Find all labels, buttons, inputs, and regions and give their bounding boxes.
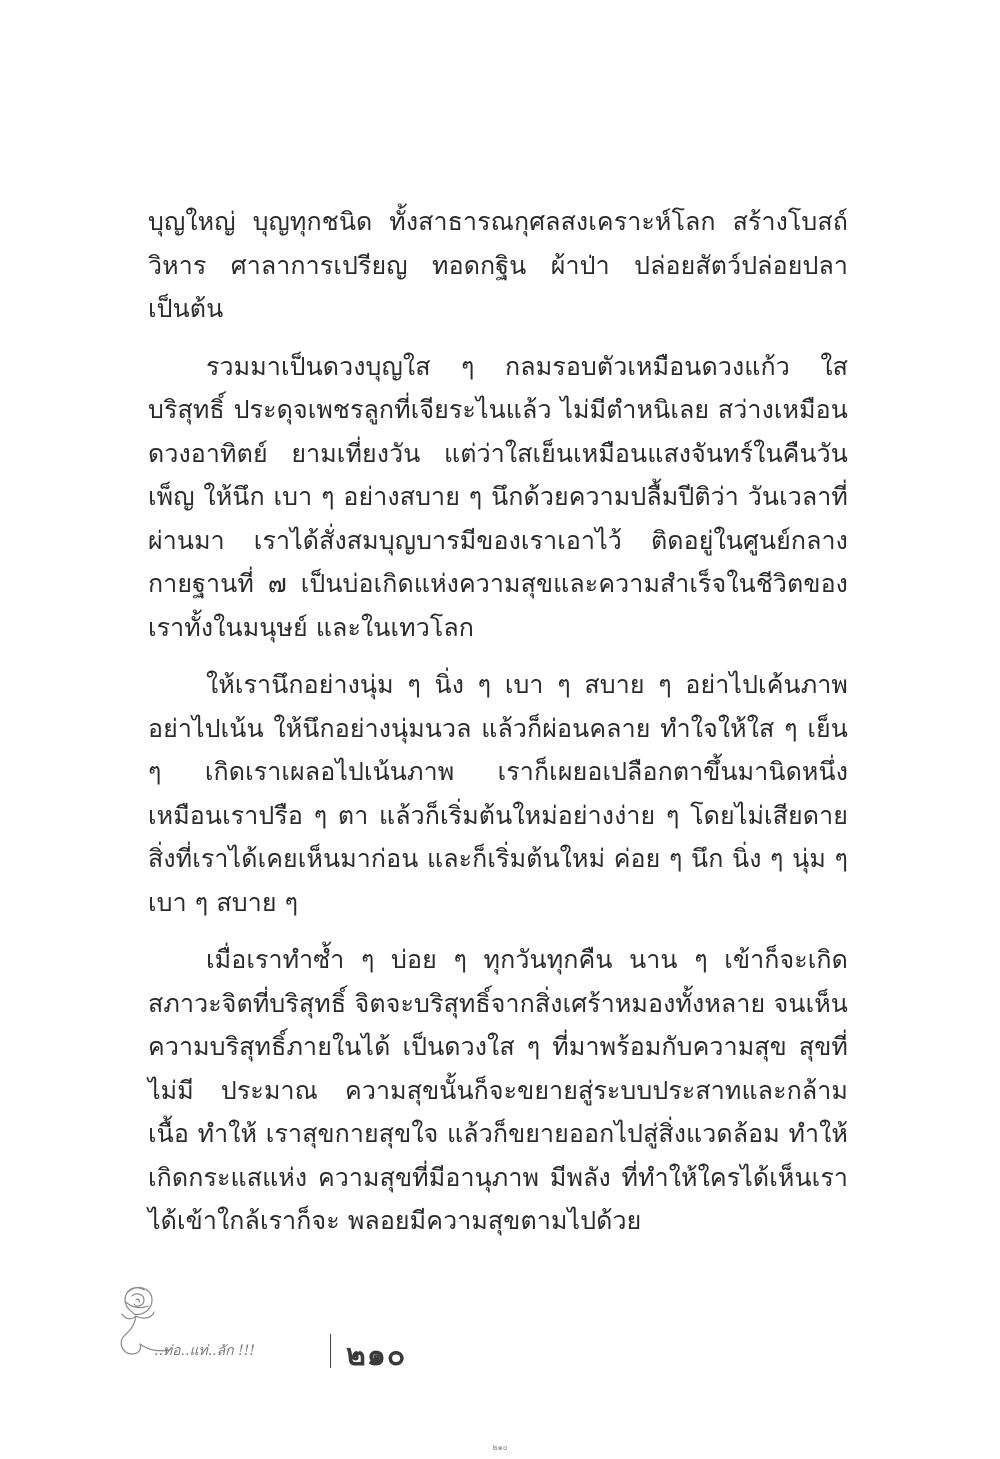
paragraph-1: บุญใหญ่ บุญทุกชนิด ทั้งสาธารณกุศลสงเคราะห์โลก สร้างโบสถ์ วิหาร ศาลาการเปรียญ ทอดกฐิน ผ้าป่า ปล่อยสัตว์ปล่อยปลา เป็นต้น: [148, 207, 848, 323]
page-number: ๒๑๐: [346, 1338, 407, 1373]
paragraph-4: เมื่อเราทำซ้ำ ๆ บ่อย ๆ ทุกวันทุกคืน นาน ๆ เข้าก็จะเกิด สภาวะจิตที่บริสุทธิ์ จิตจะบริสุทธิ์จากสิ่งเศร้าหมองทั้งหลาย จนเห็น ความบริสุทธิ์ภายในได้ เป็นดวงใส ๆ ที่มาพร้อมกับความสุข สุขที่ไม่มี ประมาณ ความสุขนั้นก็จะขยายสู่ระบบประสาทและกล้ามเนื้อ ทำให้ เราสุขกายสุขใจ แล้วก็ขยายออกไปสู่สิ่งแวดล้อม ทำให้เกิดกระแสแห่ง ความสุขที่มีอานุภาพ มีพลัง ที่ทำให้ใครได้เห็นเรา ได้เข้าใกล้เราก็จะ พลอยมีความสุขตามไปด้วย: [148, 945, 848, 1235]
paragraph-2: รวมมาเป็นดวงบุญใส ๆ กลมรอบตัวเหมือนดวงแก้ว ใสบริสุทธิ์ ประดุจเพชรลูกที่เจียระไนแล้ว ไม่มีตำหนิเลย สว่างเหมือนดวงอาทิตย์ ยามเที่ยงวัน แต่ว่าใสเย็นเหมือนแสงจันทร์ในคืนวันเพ็ญ ให้นึก เบา ๆ อย่างสบาย ๆ นึกด้วยความปลื้มปีติว่า วันเวลาที่ผ่านมา เราได้สั่งสมบุญบารมีของเราเอาไว้ ติดอยู่ในศูนย์กลางกายฐานที่ ๗ เป็นบ่อเกิดแห่งความสุขและความสำเร็จในชีวิตของเราทั้งในมนุษย์ และในเทวโลก: [148, 351, 848, 642]
paragraph-3: ให้เรานึกอย่างนุ่ม ๆ นิ่ง ๆ เบา ๆ สบาย ๆ อย่าไปเค้นภาพ อย่าไปเน้น ให้นึกอย่างนุ่มนวล แล้วก็ผ่อนคลาย ทำใจให้ใส ๆ เย็น ๆ เกิดเราเผลอไปเน้นภาพ เราก็เผยอเปลือกตาขึ้นมานิดหนึ่ง เหมือนเราปรือ ๆ ตา แล้วก็เริ่มต้นใหม่อย่างง่าย ๆ โดยไม่เสียดาย สิ่งที่เราได้เคยเห็นมาก่อน และก็เริ่มต้นใหม่ ค่อย ๆ นึก นิ่ง ๆ นุ่ม ๆ เบา ๆ สบาย ๆ: [148, 670, 848, 917]
bottom-page-number: ๒๑๐: [492, 1443, 508, 1452]
signature-text: ..ท่อ..แท่..ลัก !!!: [154, 1343, 255, 1359]
footer-divider: [330, 1334, 331, 1368]
page-footer: [108, 1270, 448, 1380]
body-text: [148, 200, 848, 1257]
